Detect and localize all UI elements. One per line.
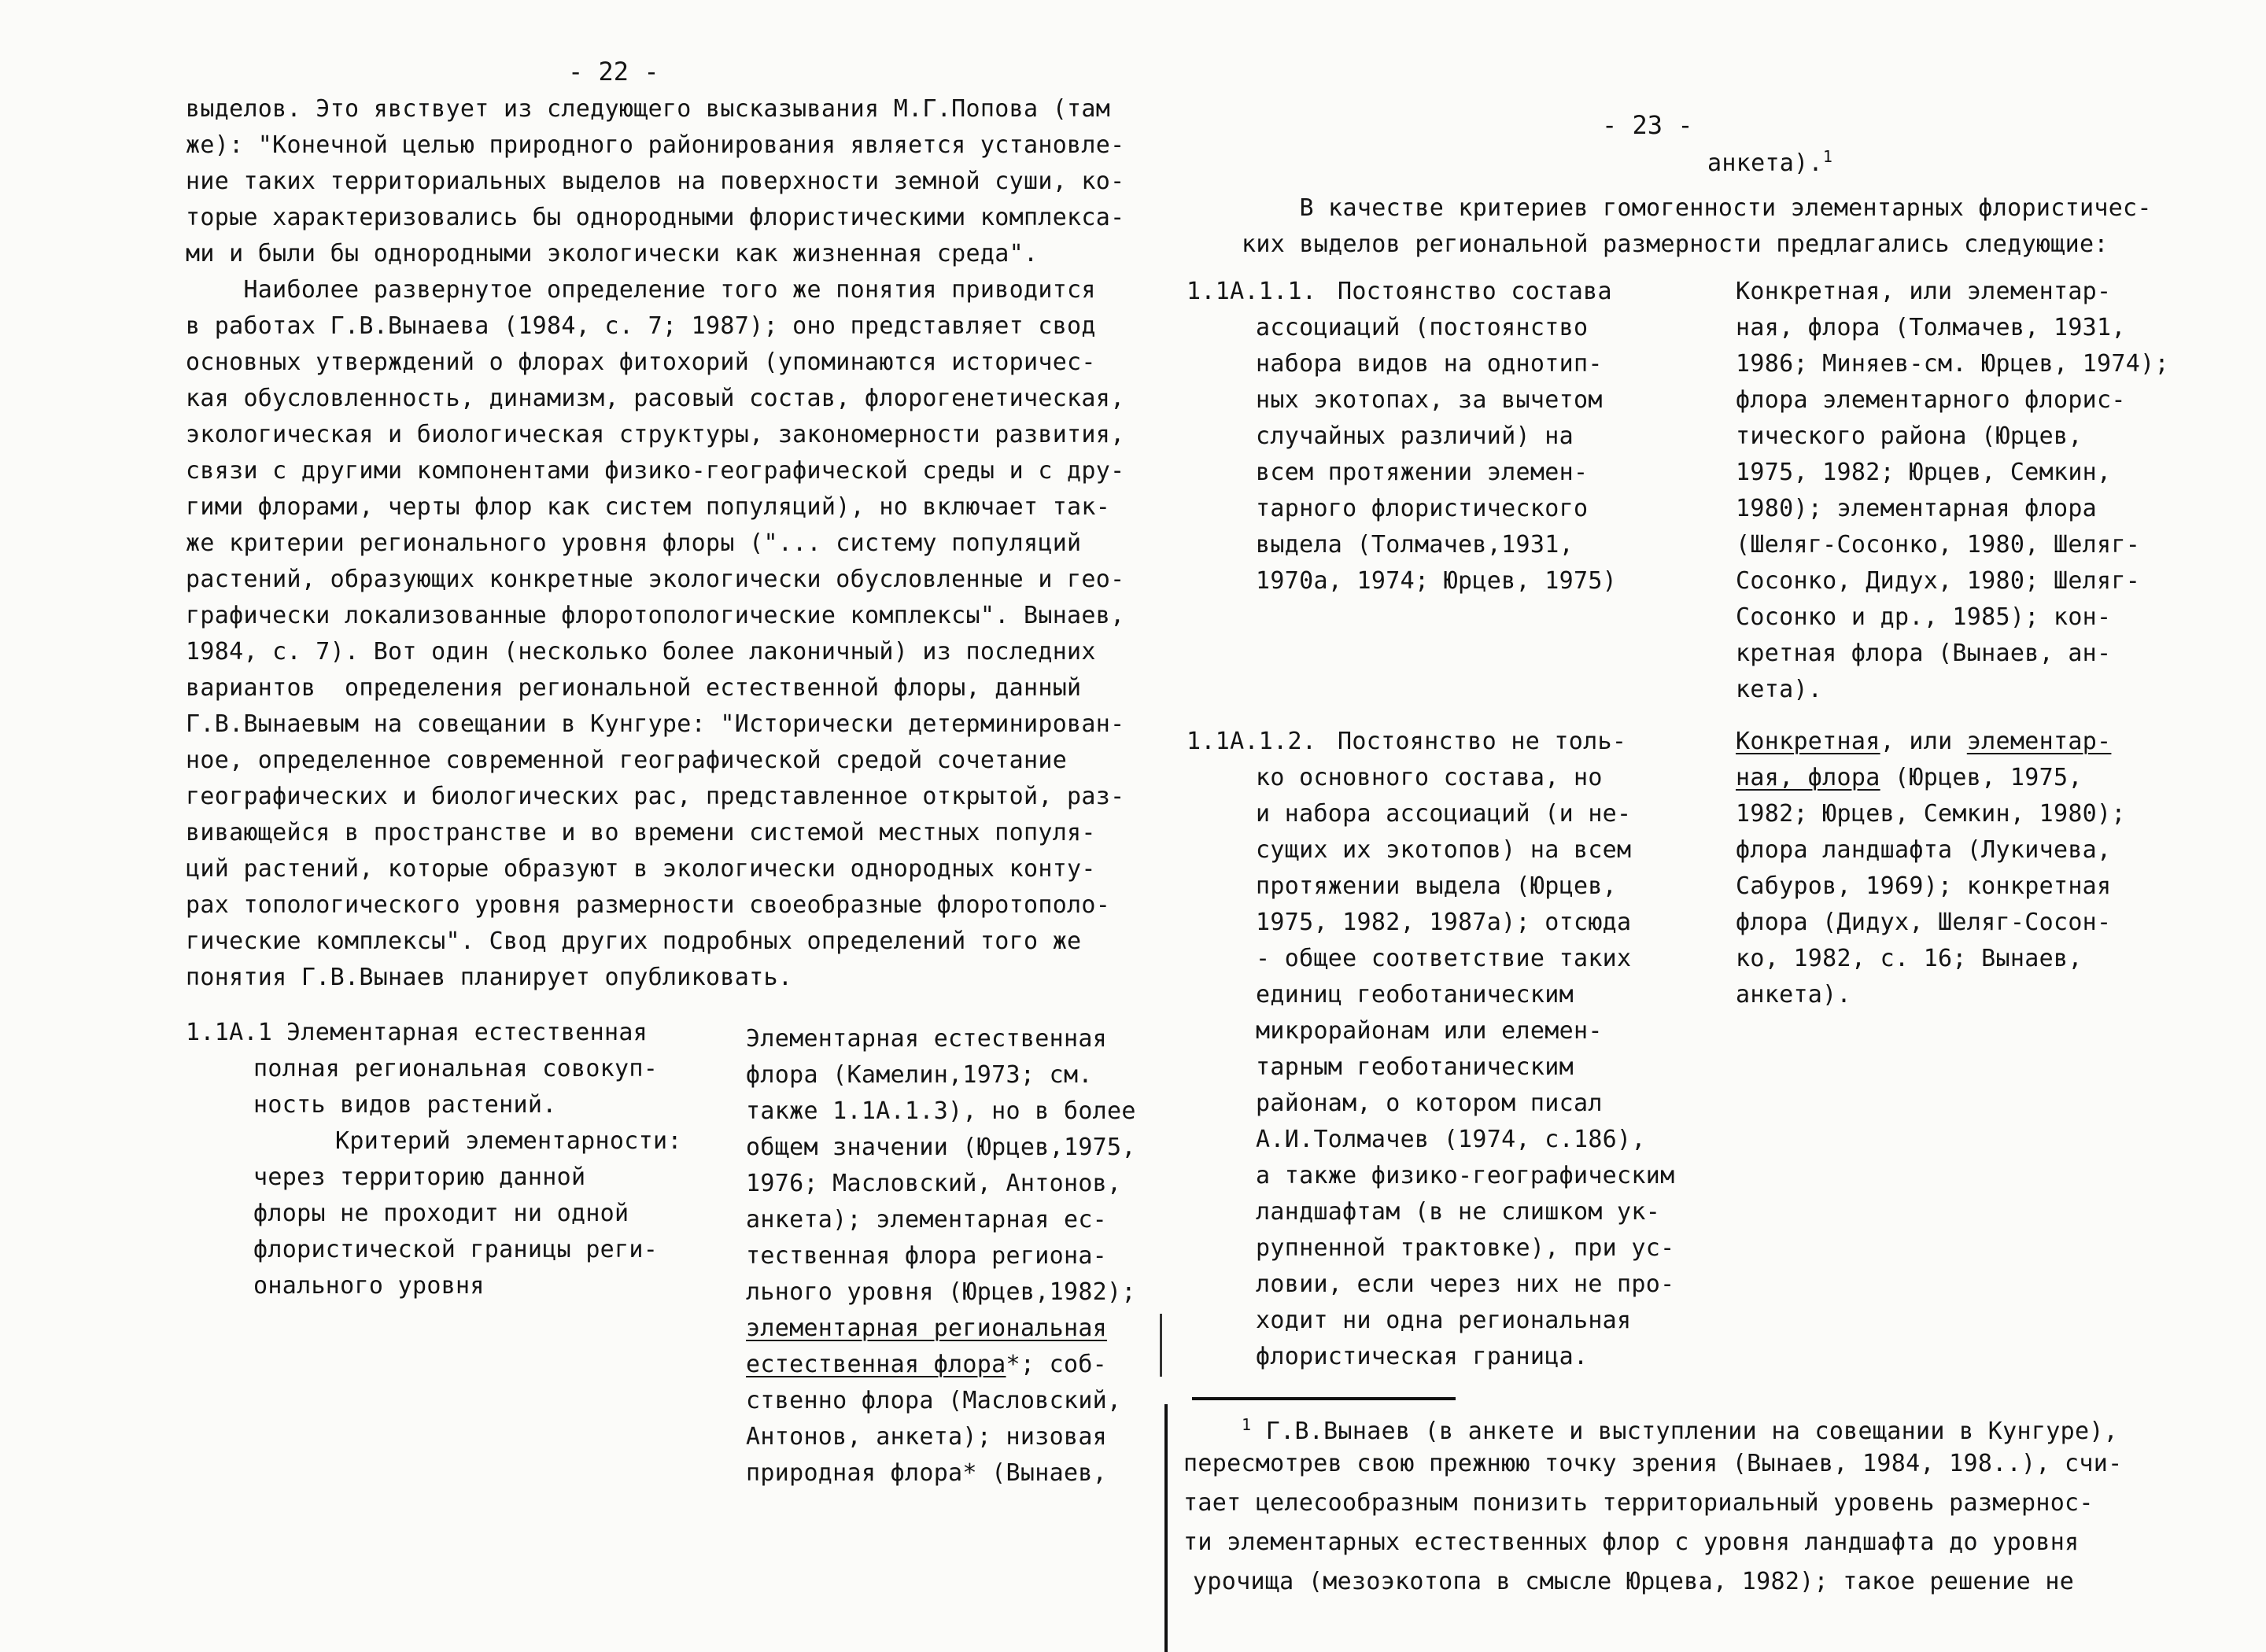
footnote-line: урочища (мезоэкотопа в смысле Юрцева, 1982); такое решение не bbox=[1193, 1568, 2075, 1595]
footnote-line: ти элементарных естественных флор с уровня ландшафта до уровня bbox=[1183, 1528, 2080, 1556]
footnote-rule bbox=[1192, 1397, 1456, 1400]
text-line: рах топологического уровня размерности своеобразные флоротополо- bbox=[186, 891, 1111, 919]
underlined-term: элементар- bbox=[1966, 728, 2112, 755]
text-line: 1984, с. 7). Вот один (несколько более лаконичный) из последних bbox=[186, 638, 1096, 666]
footnote-line: пересмотрев свою прежнюю точку зрения (Вынаев, 1984, 198..), счи- bbox=[1183, 1450, 2123, 1477]
text-fragment: Г.В.Вынаев (в анкете и выступлении на совещании в Кунгуре), bbox=[1265, 1418, 2119, 1445]
synonym-line: Элементарная естественная bbox=[746, 1025, 1108, 1053]
text-fragment: анкета). bbox=[1707, 149, 1823, 177]
criterion-line: - общее соответствие таких bbox=[1256, 945, 1632, 972]
synonym-line: анкета). bbox=[1736, 981, 1851, 1009]
synonym-line-mixed bbox=[1736, 730, 2111, 754]
criterion-line: рупненной трактовке), при ус- bbox=[1256, 1234, 1675, 1262]
synonym-line: 1982; Юрцев, Семкин, 1980); bbox=[1736, 800, 2126, 828]
binding-edge bbox=[1164, 1404, 1168, 1652]
synonym-line: 1976; Масловский, Антонов, bbox=[746, 1170, 1122, 1197]
footnote-line: тает целесообразным понизить территориальный уровень размернос- bbox=[1183, 1489, 2094, 1517]
synonym-line: ственно флора (Масловский, bbox=[746, 1387, 1122, 1414]
text-line: Наиболее развернутое определение того же понятия приводится bbox=[186, 276, 1096, 304]
text-line: выделов. Это явствует из следующего высказывания М.Г.Попова (там bbox=[186, 95, 1111, 123]
underlined-term: Конкретная bbox=[1736, 728, 1880, 755]
entry-code: 1.1А.1.2. bbox=[1187, 728, 1317, 755]
footnote-line bbox=[1242, 1413, 2118, 1444]
criterion-line: тарным геоботаническим bbox=[1256, 1053, 1574, 1081]
criterion-line: А.И.Толмачев (1974, с.186), bbox=[1256, 1126, 1646, 1153]
text-line: ное, определенное современной географической средой сочетание bbox=[186, 747, 1068, 774]
synonym-line: льного уровня (Юрцев,1982); bbox=[746, 1278, 1136, 1306]
page-number-22: - 22 - bbox=[568, 57, 659, 87]
criterion-line: протяжении выдела (Юрцев, bbox=[1256, 872, 1618, 900]
continuation-line bbox=[1707, 145, 1832, 175]
synonym-line: флора (Дидух, Шеляг-Сосон- bbox=[1736, 909, 2112, 936]
synonym-line: Сосонко, Дидух, 1980; Шеляг- bbox=[1736, 567, 2141, 595]
text-fragment: (Юрцев, 1975, bbox=[1880, 764, 2083, 791]
synonym-line: ко, 1982, с. 16; Вынаев, bbox=[1736, 945, 2083, 972]
synonym-line: тического района (Юрцев, bbox=[1736, 422, 2083, 450]
synonym-line: флора ландшафта (Лукичева, bbox=[1736, 836, 2112, 864]
criterion-line: ассоциаций (постоянство bbox=[1256, 314, 1589, 341]
text-line: географических и биологических рас, представленное открытой, раз- bbox=[186, 783, 1125, 810]
synonym-line: флора (Камелин,1973; см. bbox=[746, 1061, 1093, 1089]
synonym-line: 1975, 1982; Юрцев, Семкин, bbox=[1736, 459, 2112, 486]
criterion-line: ко основного состава, но bbox=[1256, 764, 1603, 791]
text-line: Г.В.Вынаевым на совещании в Кунгуре: "Исторически детерминирован- bbox=[186, 710, 1125, 738]
synonym-line: (Шеляг-Сосонко, 1980, Шеляг- bbox=[1736, 531, 2141, 559]
underlined-term: естественная флора bbox=[746, 1351, 1006, 1378]
text-line: же): "Конечной целью природного районирования является установле- bbox=[186, 131, 1125, 159]
criterion-line: 1970а, 1974; Юрцев, 1975) bbox=[1256, 567, 1618, 595]
text-line: вивающейся в пространстве и во времени системой местных популя- bbox=[186, 819, 1096, 846]
text-line: растений, образующих конкретные экологически обусловленные и гео- bbox=[186, 566, 1125, 593]
text-line: ций растений, которые образуют в экологически однородных конту- bbox=[186, 855, 1096, 883]
criterion-line: районам, о котором писал bbox=[1256, 1090, 1603, 1117]
definition-line: полная региональная совокуп- bbox=[253, 1055, 659, 1082]
definition-line: ность видов растений. bbox=[253, 1091, 557, 1119]
footnote-ref: 1 bbox=[1822, 147, 1833, 166]
criterion-line: сущих их экотопов) на всем bbox=[1256, 836, 1632, 864]
synonym-line: 1980); элементарная флора bbox=[1736, 495, 2098, 522]
text-line: вариантов определения региональной естественной флоры, данный bbox=[186, 674, 1082, 702]
text-line: основных утверждений о флорах фитохорий (упоминаются историчес- bbox=[186, 348, 1096, 376]
text-line: же критерии регионального уровня флоры ("... систему популяций bbox=[186, 529, 1082, 557]
criterion-line: ходит ни одна региональная bbox=[1256, 1307, 1632, 1334]
criterion-line: через территорию данной bbox=[253, 1163, 586, 1191]
criterion-line: а также физико-географическим bbox=[1256, 1162, 1675, 1189]
criterion-line: тарного флористического bbox=[1256, 495, 1589, 522]
text-line: кая обусловленность, динамизм, расовый состав, флорогенетическая, bbox=[186, 385, 1125, 412]
synonym-line: Конкретная, или элементар- bbox=[1736, 278, 2112, 305]
text-fragment: , или bbox=[1880, 728, 1967, 755]
text-line: гические комплексы". Свод других подробных определений того же bbox=[186, 927, 1082, 955]
page-number-23: - 23 - bbox=[1602, 110, 1693, 140]
criterion-line: всем протяжении элемен- bbox=[1256, 459, 1589, 486]
synonym-line: Сосонко и др., 1985); кон- bbox=[1736, 603, 2112, 631]
text-line: ких выделов региональной размерности предлагались следующие: bbox=[1242, 230, 2109, 258]
criterion-line: случайных различий) на bbox=[1256, 422, 1574, 450]
criterion-line: единиц геоботаническим bbox=[1256, 981, 1574, 1009]
text-line: В качестве критериев гомогенности элементарных флористичес- bbox=[1242, 194, 2152, 222]
underlined-term: ная, флора bbox=[1736, 764, 1880, 791]
text-fragment: *; соб- bbox=[1006, 1351, 1108, 1378]
criterion-line: ландшафтам (в не слишком ук- bbox=[1256, 1198, 1661, 1226]
criterion-line: флористическая граница. bbox=[1256, 1343, 1589, 1370]
synonym-line: флора элементарного флорис- bbox=[1736, 386, 2126, 414]
synonym-line: анкета); элементарная ес- bbox=[746, 1206, 1108, 1233]
criterion-line: и набора ассоциаций (и не- bbox=[1256, 800, 1632, 828]
text-line: ние таких территориальных выделов на поверхности земной суши, ко- bbox=[186, 168, 1125, 195]
synonym-line: кретная флора (Вынаев, ан- bbox=[1736, 640, 2112, 667]
entry-code: 1.1А.1 bbox=[186, 1019, 273, 1046]
entry-code: 1.1А.1.1. bbox=[1187, 278, 1317, 305]
criterion-line: набора видов на однотип- bbox=[1256, 350, 1603, 378]
text-line: торые характеризовались бы однородными флористическими комплекса- bbox=[186, 204, 1125, 231]
criterion-line: выдела (Толмачев,1931, bbox=[1256, 531, 1574, 559]
text-line: понятия Г.В.Вынаев планирует опубликовать. bbox=[186, 964, 793, 991]
criterion-line: ных экотопах, за вычетом bbox=[1256, 386, 1603, 414]
text-line: графически локализованные флоротопологические комплексы". Вынаев, bbox=[186, 602, 1125, 629]
underlined-term: элементарная региональная bbox=[746, 1315, 1108, 1342]
synonym-line: Антонов, анкета); низовая bbox=[746, 1423, 1108, 1451]
synonym-line: также 1.1А.1.3), но в более bbox=[746, 1097, 1136, 1125]
criterion-line: микрорайонам или елемен- bbox=[1256, 1017, 1603, 1045]
synonym-line: Сабуров, 1969); конкретная bbox=[1736, 872, 2112, 900]
synonym-line: 1986; Миняев-см. Юрцев, 1974); bbox=[1736, 350, 2169, 378]
synonym-line-mixed bbox=[1736, 766, 2083, 790]
text-line: ми и были бы однородными экологически как жизненная среда". bbox=[186, 240, 1039, 267]
text-line: в работах Г.В.Вынаева (1984, с. 7; 1987); оно представляет свод bbox=[186, 312, 1096, 340]
margin-mark bbox=[1160, 1314, 1162, 1377]
criterion-line: Постоянство не толь- bbox=[1338, 728, 1627, 755]
synonym-line-mixed bbox=[746, 1353, 1107, 1377]
criterion-line: флоры не проходит ни одной bbox=[253, 1200, 629, 1227]
text-line: связи с другими компонентами физико-географической среды и с дру- bbox=[186, 457, 1125, 485]
text-line: экологическая и биологическая структуры, закономерности развития, bbox=[186, 421, 1125, 448]
criterion-line: онального уровня bbox=[253, 1272, 485, 1300]
criterion-line: флористической границы реги- bbox=[253, 1236, 659, 1263]
criterion-line: Критерий элементарности: bbox=[335, 1127, 682, 1155]
criterion-line: Постоянство состава bbox=[1338, 278, 1612, 305]
text-line: гими флорами, черты флор как систем популяций), но включает так- bbox=[186, 493, 1111, 521]
synonym-line: общем значении (Юрцев,1975, bbox=[746, 1134, 1136, 1161]
criterion-line: 1975, 1982, 1987а); отсюда bbox=[1256, 909, 1632, 936]
criterion-line: ловии, если через них не про- bbox=[1256, 1270, 1675, 1298]
footnote-mark: 1 bbox=[1242, 1415, 1252, 1434]
synonym-line: кета). bbox=[1736, 676, 1823, 703]
synonym-line: тественная флора регионa- bbox=[746, 1242, 1108, 1270]
definition-line: Элементарная естественная bbox=[286, 1019, 648, 1046]
synonym-line: ная, флора (Толмачев, 1931, bbox=[1736, 314, 2126, 341]
synonym-line: природная флора* (Вынаев, bbox=[746, 1459, 1108, 1487]
